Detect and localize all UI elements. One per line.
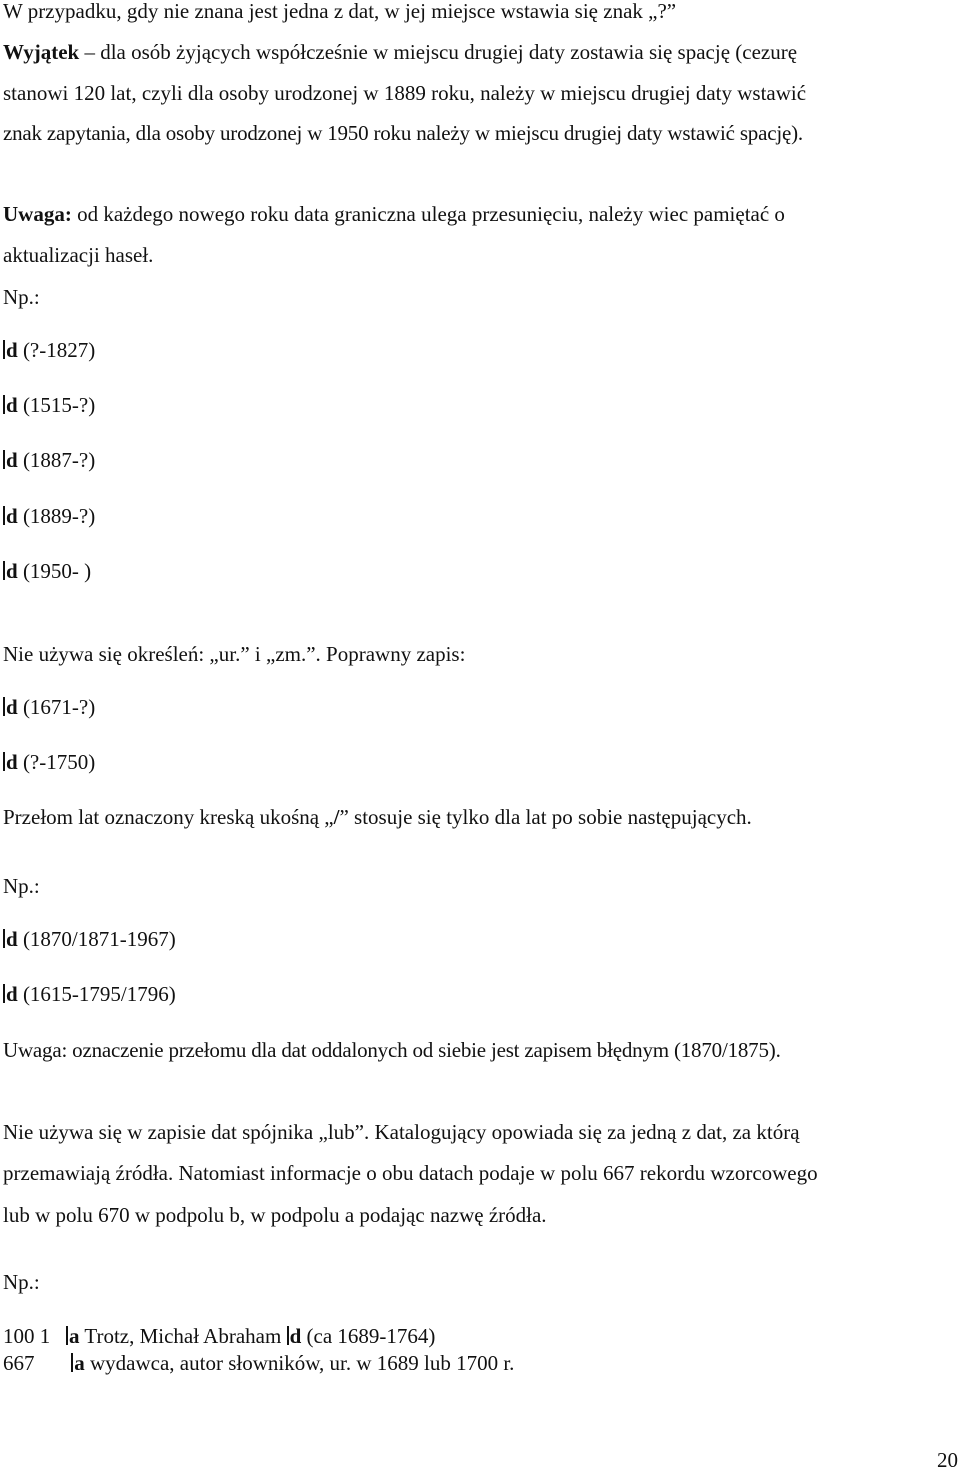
subfield-code: d [6,982,18,1006]
paragraph-line: znak zapytania, dla osoby urodzonej w 1950 roku należy w miejscu drugiej daty wstawić spację). [3,121,803,145]
paragraph-text: – dla osób żyjących współcześnie w miejscu drugiej daty zostawia się spację (cezurę [79,40,798,64]
record-field-667 [3,1353,514,1374]
example-value: (1515-?) [17,393,96,417]
example-value: (?-1750) [17,750,96,774]
subfield-code: d [6,504,18,528]
page-number: 20 [937,1448,958,1472]
subfield-delimiter-icon [66,1326,68,1345]
bold-label: Uwaga: [3,202,72,226]
example-label: Np.: [3,1270,40,1294]
subfield-delimiter-icon [3,506,5,525]
example-entry [3,984,176,1005]
subfield-delimiter-icon [3,340,5,359]
subfield-code: d [6,448,18,472]
paragraph-text: od każdego nowego roku data graniczna ulega przesunięciu, należy wiec pamiętać o [71,202,785,226]
field-tag: 667 [3,1351,35,1375]
example-value: (1950- ) [17,559,92,583]
paragraph-line: lub w polu 670 w podpolu b, w podpolu a podając nazwę źródła. [3,1203,547,1227]
subfield-code: d [6,393,18,417]
subfield-delimiter-icon [71,1353,73,1372]
example-label: Np.: [3,285,40,309]
slash-symbol: / [333,805,340,829]
subfield-code: d [6,927,18,951]
example-value: (?-1827) [17,338,96,362]
example-value: (1887-?) [17,448,96,472]
bold-label: Wyjątek [3,40,80,64]
paragraph-text: Przełom lat oznaczony kreską ukośną „ [3,805,334,829]
example-value: (1870/1871-1967) [17,927,176,951]
example-entry [3,450,95,471]
indicator: 1 [39,1324,51,1348]
subfield-delimiter-icon [3,561,5,580]
example-entry [3,506,95,527]
paragraph-line [3,204,785,225]
example-entry [3,929,176,950]
paragraph-line: W przypadku, gdy nie znana jest jedna z dat, w jej miejsce wstawia się znak „?” [3,0,677,23]
example-entry [3,340,95,361]
field-tag: 100 [3,1324,35,1348]
paragraph-line: Nie używa się określeń: „ur.” i „zm.”. Poprawny zapis: [3,642,466,666]
paragraph-line: aktualizacji haseł. [3,243,154,267]
record-field-100 [3,1326,435,1347]
paragraph-text: ” stosuje się tylko dla lat po sobie następujących. [339,805,752,829]
example-label: Np.: [3,874,40,898]
subfield-delimiter-icon [3,697,5,716]
subfield-delimiter-icon [3,929,5,948]
subfield-code: a [69,1324,80,1348]
subfield-code: d [6,750,18,774]
example-value: (1615-1795/1796) [17,982,176,1006]
subfield-delimiter-icon [3,984,5,1003]
subfield-code: d [6,559,18,583]
subfield-value: wydawca, autor słowników, ur. w 1689 lub 1700 r. [84,1351,515,1375]
paragraph-line [3,42,797,63]
paragraph-line: stanowi 120 lat, czyli dla osoby urodzonej w 1889 roku, należy w miejscu drugiej daty wstawić [3,81,807,105]
example-entry [3,752,95,773]
subfield-delimiter-icon [3,450,5,469]
subfield-delimiter-icon [3,752,5,771]
subfield-value: Trotz, Michał Abraham [79,1324,287,1348]
example-value: (1889-?) [17,504,96,528]
paragraph-line: Nie używa się w zapisie dat spójnika „lub”. Katalogujący opowiada się za jedną z dat, za którą [3,1120,800,1144]
subfield-code: d [6,338,18,362]
example-entry [3,561,91,582]
subfield-value: (ca 1689-1764) [301,1324,436,1348]
subfield-code: d [6,695,18,719]
paragraph-line: Uwaga: oznaczenie przełomu dla dat oddalonych od siebie jest zapisem błędnym (1870/1875). [3,1038,781,1062]
example-value: (1671-?) [17,695,96,719]
subfield-delimiter-icon [287,1326,289,1345]
paragraph-line [3,807,752,828]
subfield-code: d [289,1324,302,1348]
subfield-delimiter-icon [3,395,5,414]
example-entry [3,697,95,718]
subfield-code: a [74,1351,85,1375]
paragraph-line: przemawiają źródła. Natomiast informacje o obu datach podaje w polu 667 rekordu wzorcowego [3,1161,818,1185]
example-entry [3,395,95,416]
